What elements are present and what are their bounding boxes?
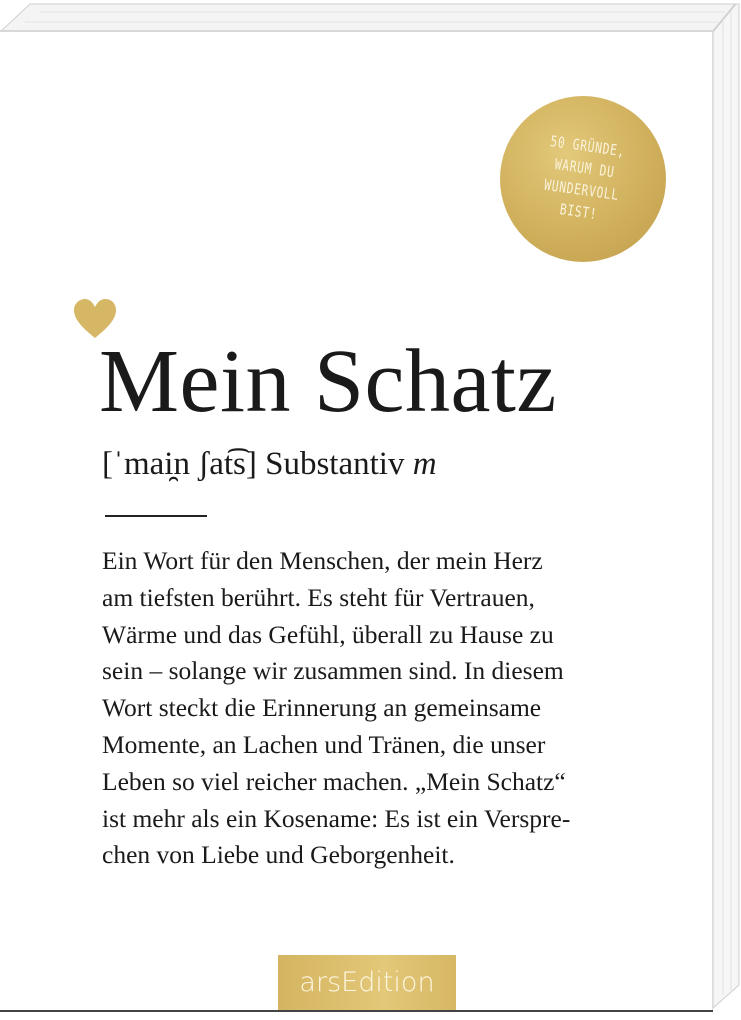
pronunciation: [ˈmai̯n ʃat͡s] bbox=[102, 446, 257, 482]
badge-line: WUNDERVOLL bbox=[542, 175, 620, 205]
definition-line: chen von Liebe und Geborgenheit. bbox=[102, 840, 455, 870]
badge-line: WARUM DU bbox=[553, 155, 616, 182]
definition-line: am tiefsten berührt. Es steht für Vertrauen, bbox=[102, 582, 535, 612]
divider bbox=[105, 515, 207, 517]
gender: m bbox=[412, 446, 437, 482]
definition-line: Momente, an Lachen und Tränen, die unser bbox=[102, 729, 546, 759]
publisher-name: arsEdition bbox=[299, 967, 435, 998]
publisher-logo bbox=[278, 955, 456, 1010]
pronunciation-line bbox=[102, 446, 437, 483]
definition-text bbox=[102, 543, 662, 874]
book-title: Mein Schatz bbox=[99, 332, 557, 431]
definition-line: sein – solange wir zusammen sind. In diesem bbox=[102, 656, 564, 686]
definition-line: ist mehr als ein Kosename: Es ist ein Verspre- bbox=[102, 803, 571, 833]
badge-line: 50 GRÜNDE, bbox=[549, 132, 627, 161]
badge-line: BIST! bbox=[558, 200, 599, 224]
definition-line: Ein Wort für den Menschen, der mein Herz bbox=[102, 546, 543, 575]
word-class: Substantiv bbox=[265, 446, 405, 482]
definition-line: Wärme und das Gefühl, überall zu Hause zu bbox=[102, 619, 554, 649]
gold-badge bbox=[500, 96, 666, 262]
definition-line: Leben so viel reicher machen. „Mein Schatz“ bbox=[102, 766, 566, 796]
definition-line: Wort steckt die Erinnerung an gemeinsame bbox=[102, 693, 542, 723]
